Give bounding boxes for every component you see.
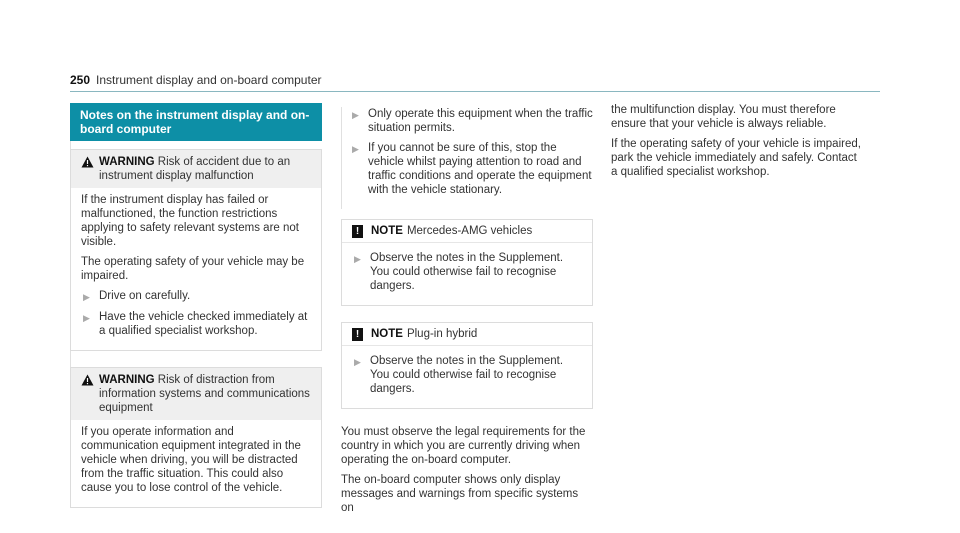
column-2	[341, 103, 593, 521]
note-box-amg	[341, 219, 593, 306]
column-3	[611, 103, 863, 185]
note-exclamation-icon: !	[352, 328, 363, 341]
warning-continuation	[341, 107, 593, 209]
paragraph: If the operating safety of your vehicle is impaired, park the vehicle immediately and safely. Contact a qualified specialist workshop.	[611, 138, 861, 178]
warning-header	[71, 368, 321, 420]
warning-text: If you operate information and communication equipment integrated in the vehicle when driving, you will be distracted from the traffic situation. This could also cause you to lose control of the vehicle.	[81, 426, 301, 494]
warning-text: The operating safety of your vehicle may be impaired.	[81, 256, 305, 282]
step-text: Have the vehicle checked immediately at a qualified specialist workshop.	[99, 311, 308, 337]
warning-triangle-icon	[81, 374, 99, 390]
warning-heading: Risk of accident due to an instrument display malfunction	[99, 156, 291, 182]
warning-label: WARNING	[99, 374, 155, 386]
paragraph: The on-board computer shows only display messages and warnings from specific systems on	[341, 474, 579, 514]
step-text: Observe the notes in the Supplement. You could otherwise fail to recognise dangers.	[370, 252, 564, 292]
step-text: Observe the notes in the Supplement. You could otherwise fail to recognise dangers.	[370, 355, 564, 395]
page-title: Instrument display and on-board computer	[96, 73, 322, 87]
page-number: 250	[70, 73, 91, 87]
note-exclamation-icon: !	[352, 225, 363, 238]
note-label: NOTE	[371, 225, 403, 237]
instruction-step	[83, 289, 311, 304]
arrow-right-icon: ▶	[354, 254, 361, 264]
note-heading: Plug-in hybrid	[406, 328, 478, 340]
arrow-right-icon: ▶	[352, 110, 359, 120]
warning-heading: Risk of distraction from information systems and communications equipment	[99, 374, 310, 414]
instruction-step	[83, 310, 311, 338]
instruction-step	[354, 354, 582, 396]
arrow-right-icon: ▶	[352, 144, 359, 154]
warning-header	[71, 150, 321, 188]
instruction-step	[354, 251, 582, 293]
step-text: Only operate this equipment when the traffic situation permits.	[368, 108, 593, 134]
paragraph: the multifunction display. You must therefore ensure that your vehicle is always reliable.	[611, 104, 836, 130]
paragraph: You must observe the legal requirements for the country in which you are currently driving when operating the on-board computer.	[341, 426, 586, 466]
section-title: Notes on the instrument display and on-board computer	[70, 103, 322, 141]
arrow-right-icon: ▶	[354, 357, 361, 367]
arrow-right-icon: ▶	[83, 292, 90, 302]
column-1	[70, 103, 322, 524]
instruction-step	[352, 141, 593, 197]
note-box-hybrid	[341, 322, 593, 409]
step-text: Drive on carefully.	[99, 290, 191, 302]
warning-box-distraction	[70, 367, 322, 508]
note-heading: Mercedes-AMG vehicles	[406, 225, 533, 237]
step-text: If you cannot be sure of this, stop the vehicle whilst paying attention to road and traffic conditions and operate the equipment with the vehicle stationary.	[368, 142, 592, 196]
note-body	[342, 243, 592, 305]
warning-box-malfunction	[70, 149, 322, 351]
body-text	[341, 425, 593, 515]
instruction-step	[352, 107, 593, 135]
warning-body	[71, 420, 321, 507]
note-header	[342, 323, 592, 346]
warning-body	[71, 188, 321, 350]
warning-text: If the instrument display has failed or malfunctioned, the function restrictions applying to safety relevant systems are not visible.	[81, 194, 299, 248]
note-label: NOTE	[371, 328, 403, 340]
arrow-right-icon: ▶	[83, 313, 90, 323]
warning-triangle-icon	[81, 156, 99, 172]
page-header	[70, 73, 880, 92]
note-header	[342, 220, 592, 243]
note-body	[342, 346, 592, 408]
body-text	[611, 103, 863, 179]
warning-label: WARNING	[99, 156, 155, 168]
